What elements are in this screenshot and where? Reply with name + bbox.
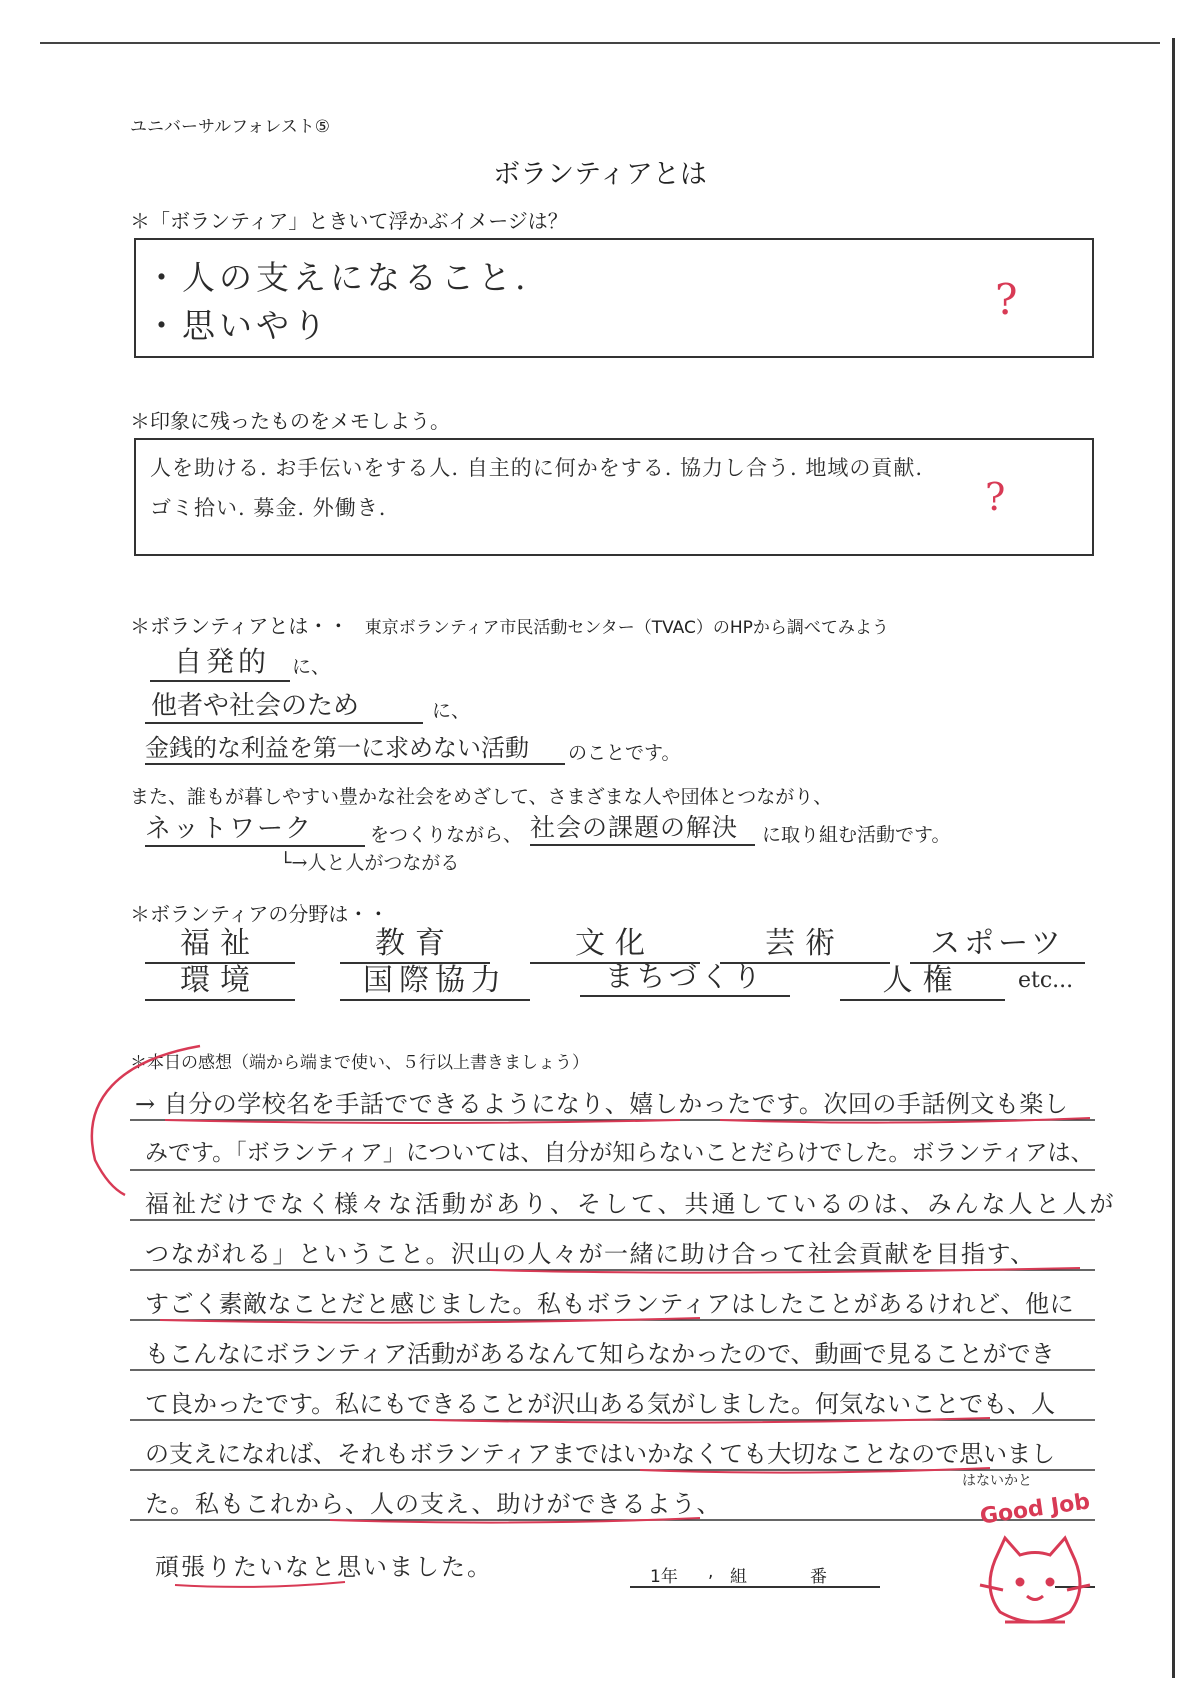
definition-fill-1: 自発的	[150, 640, 290, 682]
cat-face-icon	[975, 1530, 1095, 1640]
impression-line-3: 福祉だけでなく様々な活動があり、そして、共通しているのは、みんな人と人が	[145, 1190, 1117, 1218]
impression-line-7: て良かったです。私にもできることが沢山ある気がしました。何気ないことでも、人	[145, 1390, 1056, 1418]
student-id-line: 1年 , 組 番	[630, 1560, 880, 1588]
impression-line-5: すごく素敵なことだと感じました。私もボランティアはしたことがあるけれど、他に	[145, 1290, 1075, 1318]
impression-line-4: つながれる」ということ。沢山の人々が一緒に助け合って社会貢献を目指す、	[145, 1240, 1036, 1268]
field-culture: 文化	[530, 918, 700, 964]
definition-note: └→人と人がつながる	[280, 852, 460, 874]
question-image: ＊「ボランティア」ときいて浮かぶイメージは？	[130, 209, 568, 233]
field-arts: 芸術	[720, 918, 890, 964]
field-sports: スポーツ	[910, 918, 1085, 964]
definition-fill-2: 他者や社会のため	[145, 685, 423, 724]
teacher-question-mark-2: ?	[985, 475, 1006, 519]
definition-line-4: また、誰もが暮しやすい豊かな社会をめざして、さまざまな人や団体とつながり、	[130, 786, 833, 808]
question-memo: ＊印象に残ったものをメモしよう。	[130, 409, 450, 433]
stamp-text: Good Job	[978, 1489, 1092, 1530]
good-job-stamp	[965, 1485, 1105, 1650]
teacher-question-mark: ?	[995, 275, 1018, 324]
field-etc: etc...	[1018, 968, 1074, 993]
definition-mid-5: をつくりながら、	[370, 824, 523, 846]
memo-line-1: 人を助ける. お手伝いをする人. 自主的に何かをする. 協力し合う. 地域の貢献.	[150, 456, 924, 480]
definition-fill-3: 金銭的な利益を第一に求めない活動	[145, 728, 565, 765]
impression-line-6: もこんなにボランティア活動があるなんて知らなかったので、動画で見ることができ	[145, 1340, 1055, 1368]
number-label: 番	[810, 1567, 827, 1587]
field-international: 国際協力	[340, 955, 530, 1001]
worksheet-series-label: ユニバーサルフォレスト⑤	[130, 117, 331, 137]
impression-line-1: → 自分の学校名を手話でできるようになり、嬉しかったです。次回の手話例文も楽し	[135, 1090, 1069, 1118]
page-title: ボランティアとは	[493, 159, 707, 190]
definition-heading-prefix: ＊ボランティアとは・・	[130, 614, 349, 638]
red-underline	[175, 1582, 345, 1587]
impression-line-2: みです。「ボランティア」については、自分が知らないことだらけでした。ボランティアは、	[145, 1140, 1094, 1166]
image-answer-2: ・思いやり	[145, 306, 330, 345]
field-human-rights: 人権	[840, 955, 1005, 1001]
definition-suffix-2: に、	[432, 700, 471, 722]
definition-heading-source: 東京ボランティア市民活動センター（TVAC）のHPから調べてみよう	[364, 618, 889, 638]
image-answer-1: ・人の支えになること.	[145, 258, 530, 297]
impression-line-9: た。私もこれから、人の支え、助けができるよう、	[145, 1490, 722, 1518]
field-welfare: 福祉	[145, 918, 295, 964]
impression-insertion: はないかと	[962, 1473, 1032, 1489]
impression-line-8: の支えになれば、それもボランティアまではいかなくても大切なことなので思いまし	[145, 1440, 1056, 1468]
definition-suffix-1: に、	[292, 656, 331, 678]
definition-suffix-3: のことです。	[568, 742, 681, 764]
impressions-heading: ＊本日の感想（端から端まで使い、５行以上書きましょう）	[130, 1053, 589, 1073]
field-education: 教育	[340, 918, 490, 964]
definition-fill-network: ネットワーク	[145, 808, 365, 847]
definition-suffix-5: に取り組む活動です。	[762, 824, 951, 846]
field-environment: 環境	[145, 955, 295, 1001]
class-label: 組	[730, 1567, 747, 1587]
impression-line-10: 頑張りたいなと思いました。	[155, 1553, 493, 1581]
field-community: まちづくり	[580, 955, 790, 997]
grade-label: 1年	[650, 1567, 678, 1587]
memo-line-2: ゴミ拾い. 募金. 外働き.	[150, 496, 387, 520]
fields-heading: ＊ボランティアの分野は・・	[130, 902, 389, 926]
definition-fill-issues: 社会の課題の解決	[530, 808, 755, 846]
